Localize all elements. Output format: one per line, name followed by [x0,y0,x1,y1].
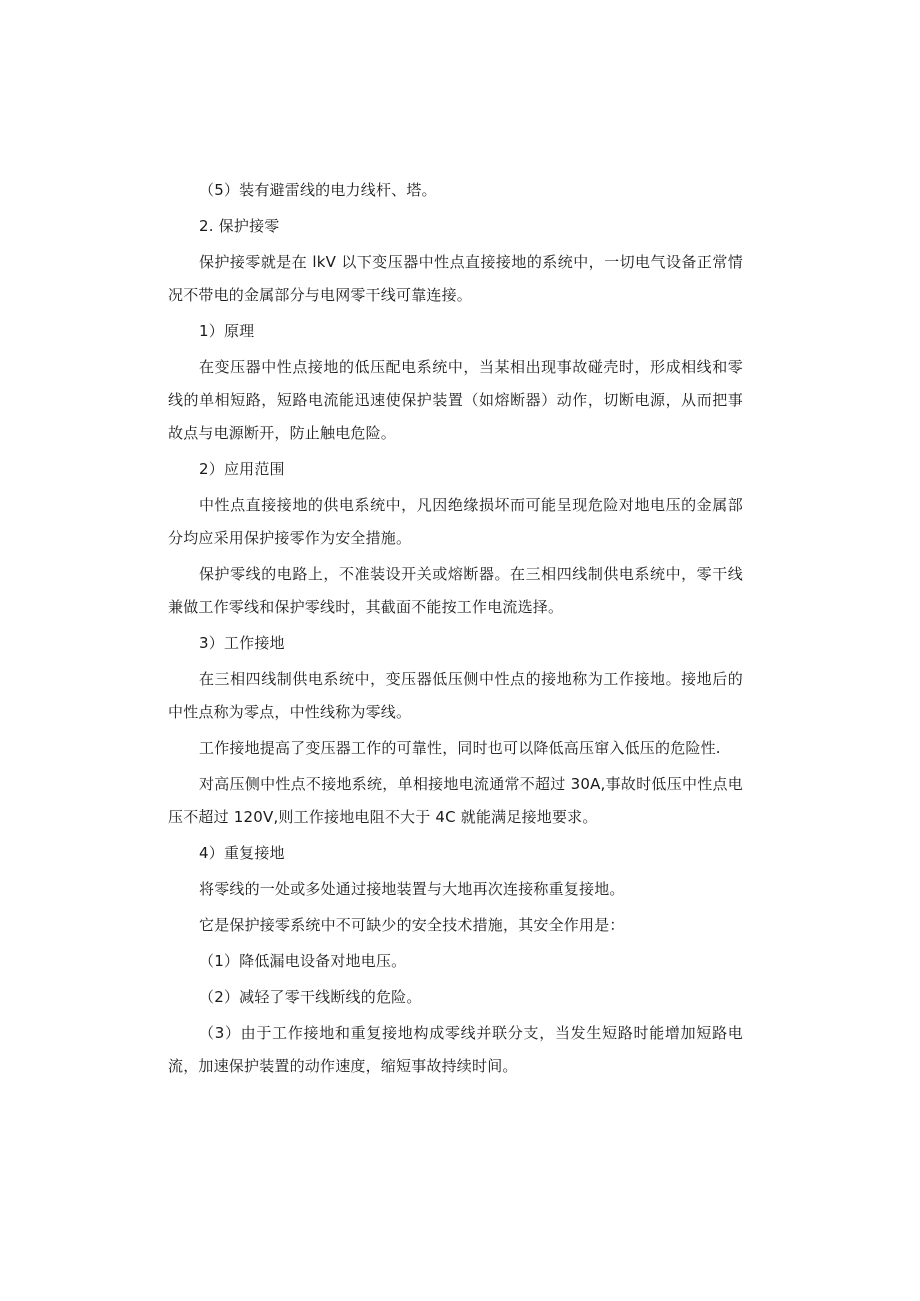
list-item-3-increase-short-circuit-current: （3）由于工作接地和重复接地构成零线并联分支，当发生短路时能增加短路电流，加速保护装置的动作速度，缩短事故持续时间。 [168,1024,743,1075]
section-heading-protective-neutral: 2. 保护接零 [199,217,280,235]
list-item-1-reduce-voltage: （1）降低漏电设备对地电压。 [199,952,407,970]
paragraph-application-scope: 中性点直接接地的供电系统中，凡因绝缘损坏而可能呈现危险对地电压的金属部分均应采用保护接零作为安全措施。 [168,496,743,547]
subheading-principle: 1）原理 [199,322,255,340]
paragraph-working-grounding-reliability: 工作接地提高了变压器工作的可靠性，同时也可以降低高压窜入低压的危险性. [199,739,721,757]
list-item-5-lightning-poles: （5）装有避雷线的电力线杆、塔。 [199,181,437,199]
paragraph-repeated-grounding-definition: 将零线的一处或多处通过接地装置与大地再次连接称重复接地。 [199,880,625,898]
paragraph-protective-neutral-definition: 保护接零就是在 lkV 以下变压器中性点直接接地的系统中，一切电气设备正常情况不带电的金属部分与电网零干线可靠连接。 [168,253,743,304]
paragraph-repeated-grounding-role: 它是保护接零系统中不可缺少的安全技术措施，其安全作用是： [199,916,625,934]
paragraph-working-grounding-definition: 在三相四线制供电系统中，变压器低压侧中性点的接地称为工作接地。接地后的中性点称为零点，中性线称为零线。 [168,670,743,721]
subheading-working-grounding: 3）工作接地 [199,634,285,652]
subheading-repeated-grounding: 4）重复接地 [199,844,285,862]
subheading-application-scope: 2）应用范围 [199,460,285,478]
document-body [168,174,743,1086]
paragraph-neutral-line-rules: 保护零线的电路上，不准装设开关或熔断器。在三相四线制供电系统中，零干线兼做工作零线和保护零线时，其截面不能按工作电流选择。 [168,565,743,616]
list-item-2-reduce-break-risk: （2）减轻了零干线断线的危险。 [199,988,422,1006]
paragraph-working-grounding-requirements: 对高压侧中性点不接地系统，单相接地电流通常不超过 30A,事故时低压中性点电压不超过 120V,则工作接地电阻不大于 4C 就能满足接地要求。 [168,775,743,826]
paragraph-principle: 在变压器中性点接地的低压配电系统中，当某相出现事故碰壳时，形成相线和零线的单相短路，短路电流能迅速使保护装置（如熔断器）动作，切断电源，从而把事故点与电源断开，防止触电危险。 [168,358,743,442]
